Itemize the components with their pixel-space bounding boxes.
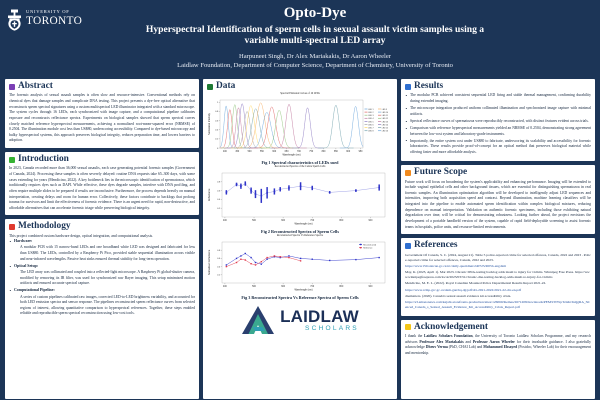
- svg-text:LED 11: LED 11: [381, 115, 388, 118]
- svg-text:Normalized Reflectance: Normalized Reflectance: [208, 249, 212, 276]
- acknowledgement-heading: [405, 323, 591, 332]
- laidlaw-subtitle: SCHOLARS: [305, 324, 359, 332]
- acknowledgement-text: I thank the Laidlaw Scholars Foundation, the University of Toronto Laidlaw Scholars Programme, and my research advisors Professor Alex Mariakakis and Professor Aaron Wheeler for their invaluable guidance. I also gratefully acknowledge Dhruv Verma (PhD, CHAI Lab) and Mohammed Ehsayed (Postdoc, Wheeler Lab) for their encouragement and mentorship.: [405, 333, 592, 355]
- svg-text:0.8: 0.8: [215, 111, 219, 114]
- svg-text:450: 450: [235, 151, 240, 153]
- poster-header: [4, 3, 596, 79]
- svg-text:0.2: 0.2: [217, 274, 221, 277]
- figure-1-plot-title: Spectral Emission Curves of 16 LEDs: [280, 92, 320, 96]
- svg-text:400: 400: [223, 151, 227, 153]
- abstract-marker-icon: [9, 84, 15, 90]
- column-right: [401, 79, 595, 399]
- list-item: [9, 264, 195, 287]
- svg-text:Reflectance: Reflectance: [208, 188, 212, 201]
- laidlaw-logo: [207, 300, 393, 337]
- section-abstract: [5, 79, 199, 148]
- reference-item: May, K. (2023, April 1). Mar 2023. Chronic DNA-testing backlog adds insult to injury for victims. Winnipeg Free Press. https://www.winnipegfreepress.com/local/2023/03/31/chronic-dna-testing-backlog-adds-insult-to-injury-for-victims: [405, 270, 590, 280]
- reference-item-url[interactable]: https://www150.statcan.gc.ca/n1/daily-quotidien/240725/t005b-eng.htm: [405, 263, 507, 268]
- abstract-text: The forensic analysis of sexual assault samples is often slow and resource-intensive. Conventional methods rely on chemical dyes that damage samples and complicate DNA testing. This project presents a dye-free optical alternative that reconstructs sperm spectral signatures using a custom multispectral LED illuminator integrated with a standard microscope. The system cycles through 16 LEDs, each synchronized with image capture, and a computational pipeline calibrates exposure and reconstructs reflectance spectra. Experiments on biological samples showed that sperm spectral curves closely matched reference hyperspectral measurements, achieving a normalized root-mean-squared error (NRMSE) of 0.2504. The illumination module cost less than US$80, underscoring accessibility. Compared to dye-based microscopy and bulky hyperspectral systems, this approach preserves biological integrity, reduces preparation time, and lowers barriers to adoption.: [9, 93, 195, 143]
- figure-1-caption: Fig 1 Spectral characteristics of LEDs used: [261, 160, 339, 165]
- svg-text:Normalized Intensity: Normalized Intensity: [208, 113, 212, 135]
- laidlaw-mark-icon: [241, 305, 275, 335]
- svg-text:0.6: 0.6: [217, 258, 221, 261]
- list-item: [9, 239, 195, 262]
- references-title: References: [414, 240, 458, 251]
- svg-text:LED 7: LED 7: [368, 127, 374, 130]
- section-future-scope: [401, 165, 595, 234]
- section-acknowledgement: [401, 320, 595, 399]
- svg-text:LED 5: LED 5: [368, 121, 374, 124]
- svg-text:LED 12: LED 12: [381, 118, 389, 121]
- svg-text:500: 500: [252, 286, 256, 289]
- future-scope-text: Future work will focus on broadening the system's applicability and enhancing performance. Imaging will be extended to include vaginal epithelial cells and other background tissues, which are essential for distinguishing spermatozoa in real forensic samples. An illumination optimization algorithm will be developed to intelligently adjust LED sequences and intensities, improving both acquisition speed and contrast. Beyond illumination, machine learning classifiers will be integrated into the pipeline to enable automated sperm identification within complex biological mixtures, reducing dependence on manual interpretation. Validation on authentic forensic specimens, including those exhibiting natural degradation over time, will be critical for demonstrating robustness. Looking further ahead, the project envisions the development of a portable handheld version of the system, capable of rapid field-deployable screening to assist forensic teams in hospitals, police units, and resource-limited environments.: [405, 179, 591, 229]
- section-results: [401, 79, 595, 161]
- section-methodology: [5, 219, 199, 399]
- methodology-item-text: The LED array was collimated and coupled into a reflected-light microscope. A Raspberry Pi global-shutter camera, modified by removing its IR filter, was used for synchronized raw Bayer imaging. This setup minimized motion artifacts and ensured accurate spectral capture.: [20, 269, 195, 286]
- affiliation-list: Laidlaw Foundation, Department of Computer Science, Department of Chemistry, University of Toronto: [177, 62, 453, 70]
- page-subtitle: Hyperspectral Identification of sperm cells in sexual assault victim samples using a variable multi-spectral LED array: [145, 23, 485, 47]
- methodology-list: [9, 239, 195, 317]
- list-item: • Spectral reflectance curves of spermatozoa were reproducibly reconstructed, with distinct features evident across trials.: [405, 119, 591, 125]
- figure-1-plot: [207, 97, 393, 159]
- abstract-heading: [9, 82, 195, 91]
- figure-2-caption: Fig 2 Reconstructed Spectra of Sperm Cells: [261, 228, 339, 234]
- list-item: • Importantly, the entire system cost under US$80 to fabricate, underscoring its scalability and accessibility for forensic laboratories. These results provide proof-of-concept for an optical method that preserves biological material while offering faster and more affordable analysis.: [405, 139, 591, 156]
- svg-text:Reconstructed: Reconstructed: [363, 244, 377, 247]
- poster-columns: [4, 79, 596, 399]
- figure-3-plot: [207, 238, 393, 294]
- svg-text:900: 900: [368, 219, 373, 222]
- author-list: Harpuneet Singh, Dr Alex Mariakakis, Dr Aaron Wheeler: [238, 52, 392, 60]
- figure-3: [207, 235, 393, 301]
- methodology-intro: This project combined custom hardware design, optical integration, and computational analysis.: [9, 233, 154, 238]
- svg-text:0.8: 0.8: [217, 181, 221, 184]
- svg-text:LED 10: LED 10: [381, 112, 389, 114]
- figure-2-plot: [207, 170, 393, 228]
- svg-text:700: 700: [296, 151, 301, 153]
- column-left: [5, 79, 199, 399]
- svg-text:400: 400: [222, 286, 227, 289]
- svg-text:500: 500: [247, 151, 252, 153]
- methodology-item-label: Computational Pipeline:: [14, 288, 55, 293]
- methodology-item-label: Optical Setup:: [14, 263, 39, 268]
- reference-item: dnamatters. (2020). Canada's sexual assault evidence kit accessibility crisis.: [405, 293, 512, 298]
- figure-2: [207, 166, 393, 234]
- svg-text:600: 600: [281, 219, 286, 222]
- svg-text:Wavelength (nm): Wavelength (nm): [294, 288, 313, 292]
- introduction-marker-icon: [9, 157, 15, 163]
- data-marker-icon: [207, 84, 213, 90]
- figure-3-plot-title: Reconstructed Spectra Vs Reference Spectra: [276, 233, 324, 237]
- reference-item: Mendicino, M. E. L. (2022). Royal Canadian Mounted Police Departmental Results Report 2021-22.: [405, 281, 547, 286]
- svg-text:0.8: 0.8: [217, 250, 221, 253]
- page-title: Opto-Dye: [283, 5, 347, 21]
- svg-text:600: 600: [272, 151, 277, 153]
- svg-text:800: 800: [321, 151, 326, 153]
- svg-text:500: 500: [252, 219, 256, 222]
- introduction-heading: [9, 155, 195, 164]
- results-marker-icon: [405, 84, 411, 90]
- svg-text:0.4: 0.4: [215, 129, 219, 132]
- uoft-crest-icon: [6, 9, 23, 31]
- column-middle: [203, 79, 397, 399]
- svg-text:550: 550: [259, 151, 264, 153]
- future-scope-marker-icon: [405, 170, 411, 176]
- svg-text:LED 9: LED 9: [381, 108, 388, 111]
- svg-text:LED 8: LED 8: [368, 130, 374, 133]
- svg-text:600: 600: [281, 286, 286, 289]
- university-logo-name: TORONTO: [26, 14, 83, 27]
- references-list: [405, 253, 591, 311]
- svg-text:850: 850: [333, 151, 338, 153]
- list-item: • The microscope integration produced uniform collimated illumination and synchronized image capture with minimal artifacts.: [405, 106, 591, 117]
- figure-2-plot-title: Reconstructed Spectra of the Centre Sperm Cells: [274, 165, 326, 168]
- reference-item-url[interactable]: https://s3.amazonaws.com/kajabi-storefronts-production/sites/126060/themes/2671208/downloads/PEM3/WWpTznKvInQgRA_Silenced_Canada_s_Sexual_Assault_Evidence_Kit_Accessibility_Crisis_Report.pdf: [405, 300, 590, 310]
- laidlaw-name: LAIDLAW: [280, 306, 359, 326]
- results-list: [405, 93, 591, 155]
- svg-text:400: 400: [222, 219, 227, 222]
- figure-3-caption: Fig 3 Reconstructed Spectra Vs Reference Spectra of Sperm Cells: [241, 295, 359, 301]
- methodology-heading: [9, 222, 195, 231]
- svg-text:LED 1: LED 1: [368, 108, 374, 111]
- acknowledgement-title: Acknowledgement: [414, 321, 488, 332]
- svg-text:LED 16: LED 16: [381, 130, 389, 133]
- svg-text:0: 0: [216, 147, 219, 150]
- list-item: • The modular PCB achieved consistent sequential LED firing and stable thermal management, confirming durability during extended imaging.: [405, 93, 591, 104]
- svg-text:LED 14: LED 14: [381, 124, 389, 127]
- svg-text:750: 750: [309, 151, 314, 153]
- introduction-text: In 2023, Canada recorded more than 36,000 sexual assaults, each case generating potential forensic samples (Government of Canada, 2024). Processing these samples is often severely delayed: routine DNA requests take 65–300 days, with some cases extending for years (Mendicino, 2022). A key bottleneck lies in the microscopic identification of spermatozoa, which traditionally requires dyes such as DAPI. While effective, these dyes degrade samples, interfere with DNA profiling, and often require multiple slides to be prepared if results are inconclusive. Furthermore, the process depends heavily on manual interpretation, creating delays and room for human error. Collectively, these factors contribute to backlogs that prolong trauma for survivors and limit the effectiveness of forensic evidence. There is an urgent need for rapid, non-destructive, and affordable alternatives that can accelerate forensic triage while preserving biological integrity.: [9, 166, 195, 210]
- data-heading: [207, 82, 393, 91]
- introduction-title: Introduction: [18, 154, 69, 165]
- svg-text:LED 15: LED 15: [381, 127, 389, 130]
- methodology-item-label: Hardware:: [14, 239, 33, 244]
- svg-text:0.6: 0.6: [217, 189, 221, 192]
- references-marker-icon: [405, 243, 411, 249]
- methodology-item-text: A series of custom pipelines calibrated raw images, corrected LED-to-LED brightness variability, and accounted for both LED emission spectra and sensor response. The pipelines reconstructed sperm reflectance curves from selected regions of interest, allowing quantitative comparison to hyperspectral references. Together, these steps enabled reliable and reproducible sperm spectral reconstruction using low-cost tools.: [20, 294, 195, 316]
- svg-text:0.4: 0.4: [217, 198, 221, 201]
- svg-text:0.6: 0.6: [215, 120, 219, 123]
- svg-text:LED 6: LED 6: [368, 124, 374, 127]
- title-block: [98, 5, 592, 70]
- results-title: Results: [414, 81, 444, 91]
- figure-1: [207, 93, 393, 165]
- svg-text:0.2: 0.2: [215, 138, 219, 141]
- svg-text:LED 3: LED 3: [368, 115, 374, 118]
- svg-text:Reference: Reference: [363, 247, 373, 250]
- list-item: • Comparison with reference hyperspectral measurements yielded an NRMSE of 0.2504, demonstrating strong agreement between the low-cost system and laboratory-grade instruments.: [405, 126, 591, 137]
- section-introduction: [5, 152, 199, 215]
- section-references: [401, 238, 595, 315]
- svg-text:700: 700: [310, 286, 315, 289]
- svg-text:900: 900: [368, 286, 373, 289]
- reference-item-url[interactable]: https://www.rcmp-grc.gc.ca/dam-gan/hq-dg/pdf/drr-2021-2022/2021-22-drr-en.pdf: [405, 287, 522, 292]
- svg-text:Wavelength (nm): Wavelength (nm): [282, 153, 301, 157]
- future-scope-title: Future Scope: [414, 167, 468, 178]
- acknowledgement-marker-icon: [405, 324, 411, 330]
- svg-text:0.2: 0.2: [217, 207, 221, 210]
- methodology-title: Methodology: [18, 221, 71, 232]
- future-scope-heading: [405, 168, 591, 177]
- methodology-marker-icon: [9, 224, 15, 230]
- svg-text:650: 650: [284, 151, 289, 153]
- svg-text:LED 4: LED 4: [368, 118, 374, 121]
- svg-text:LED 13: LED 13: [381, 121, 389, 124]
- svg-text:900: 900: [346, 151, 351, 153]
- svg-text:0.4: 0.4: [217, 266, 221, 269]
- svg-text:Wavelength (nm): Wavelength (nm): [294, 222, 313, 226]
- data-title: Data: [216, 81, 236, 91]
- svg-text:700: 700: [310, 219, 315, 222]
- methodology-item-text: A modular PCB with 15 narrow-band LEDs and one broadband white LED was designed and fabricated for less than US$80. The LEDs, controlled by a Raspberry Pi Pico, provided stable sequential illumination across visible and near-infrared wavelengths. Passive heat sinks ensured thermal stability for long-term operation.: [20, 245, 195, 261]
- university-logo-small-text: UNIVERSITY OF: [26, 9, 70, 14]
- svg-text:800: 800: [339, 219, 344, 222]
- abstract-title: Abstract: [18, 81, 53, 91]
- svg-text:LED 2: LED 2: [368, 112, 374, 114]
- references-heading: [405, 241, 591, 250]
- results-heading: [405, 82, 591, 91]
- svg-text:800: 800: [339, 286, 344, 289]
- svg-text:950: 950: [358, 151, 363, 153]
- university-logo: [6, 5, 98, 31]
- list-item: [9, 288, 195, 317]
- section-data: [203, 79, 397, 399]
- reference-item: Government Of Canada, S. C. (2024, August 21). Table 5 police-reported crime for selected offences, Canada, 2022 and 2023 . Police-reported crime for selected offences, Canada, 2022 and 2023.: [405, 252, 591, 262]
- svg-text:1: 1: [216, 102, 219, 105]
